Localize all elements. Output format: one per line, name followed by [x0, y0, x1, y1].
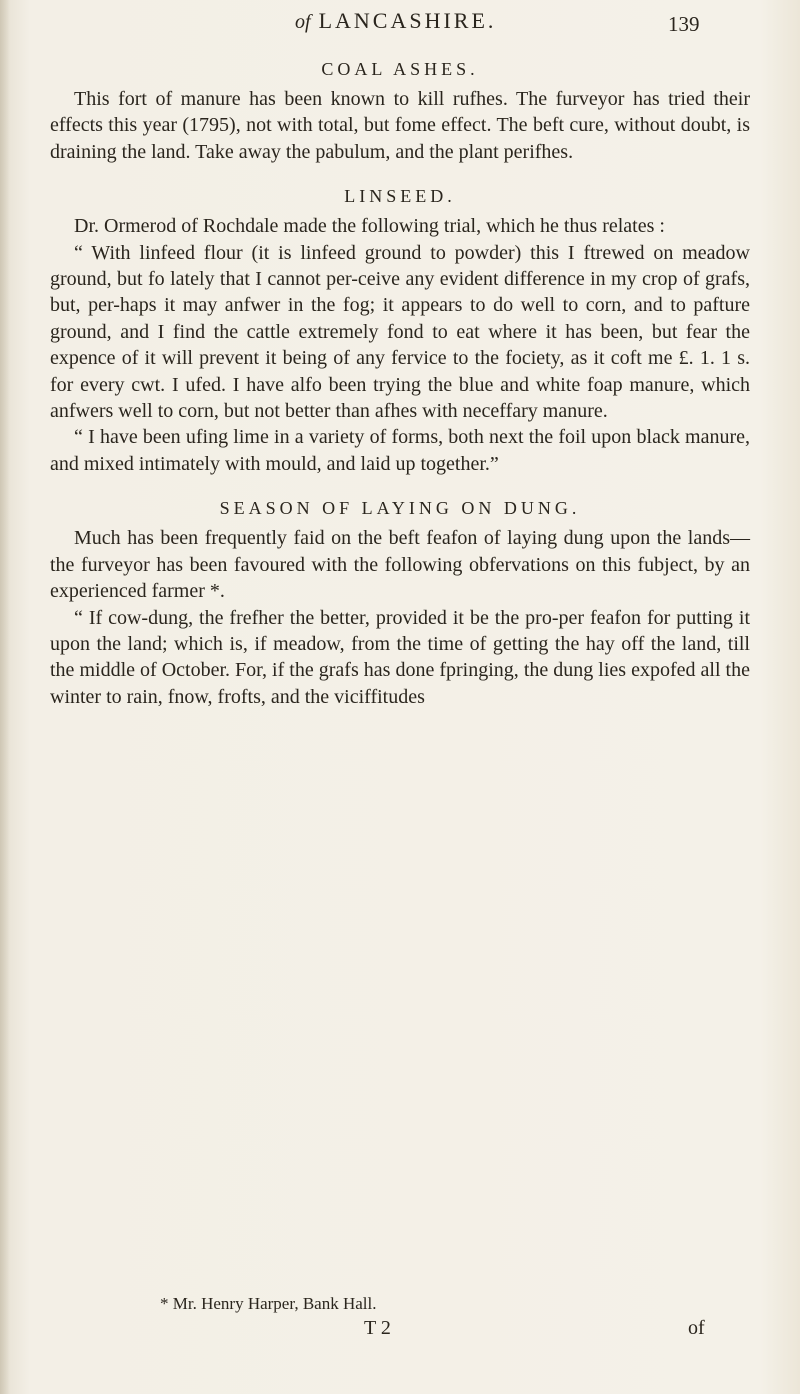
section-heading-season-of-laying-on-dung: SEASON OF LAYING ON DUNG.: [219, 498, 581, 519]
page-gutter-shadow: [0, 0, 10, 1394]
signature-mark: T 2: [364, 1317, 391, 1339]
running-head: [0, 4, 800, 40]
body-text: [50, 52, 750, 710]
catchword: of: [688, 1317, 705, 1339]
section-heading-coal-ashes: COAL ASHES.: [321, 59, 479, 79]
paragraph-linseed-intro: Dr. Ormerod of Rochdale made the following trial, which he thus relates :: [74, 215, 665, 238]
paragraph-linseed-quote-2: “ I have been ufing lime in a variety of forms, both next the foil upon black manure, and mixed intimately with mould, and laid up together.”: [50, 426, 750, 475]
footnote: * Mr. Henry Harper, Bank Hall.: [160, 1294, 377, 1313]
paragraph-linseed-quote-1: “ With linfeed flour (it is linfeed ground to powder) this I ftrewed on meadow ground, but fo lately that I cannot per-ceive any evident difference in my crop of grafs, but, per-haps it may anfwer in the fog; it appears to do well to corn, and to pafture ground, and I find the cattle extremely fond to eat where it has been, but fear the expence of it will prevent it being of any fervice to the fociety, as it coft me £. 1. 1 s. for every cwt. I ufed. I have alfo been trying the blue and white foap manure, which anfwers well to corn, but not better than afhes with neceffary manure.: [50, 241, 750, 423]
paragraph-dung-intro: Much has been frequently faid on the beft feafon of laying dung upon the lands—the furveyor has been favoured with the following obfervations on this fubject, by an experienced farmer *.: [50, 527, 750, 603]
paragraph-dung-quote: “ If cow-dung, the frefher the better, provided it be the pro-per feafon for putting it upon the land; which is, if meadow, from the time of getting the hay off the land, till the middle of October. For, if the grafs has done fpringing, the dung lies expofed all the winter to rain, fnow, frofts, and the viciffitudes: [50, 606, 750, 708]
paragraph-coal-ashes: This fort of manure has been known to kill rufhes. The furveyor has tried their effects this year (1795), not with total, but fome effect. The beft cure, without doubt, is draining the land. Take away the pabulum, and the plant perifhes.: [50, 88, 750, 163]
running-title-prefix: of: [295, 11, 311, 33]
running-title-text: LANCASHIRE.: [318, 8, 497, 33]
running-title: [295, 8, 496, 34]
section-heading-linseed: LINSEED.: [344, 186, 456, 207]
page-number: 139: [668, 12, 700, 36]
